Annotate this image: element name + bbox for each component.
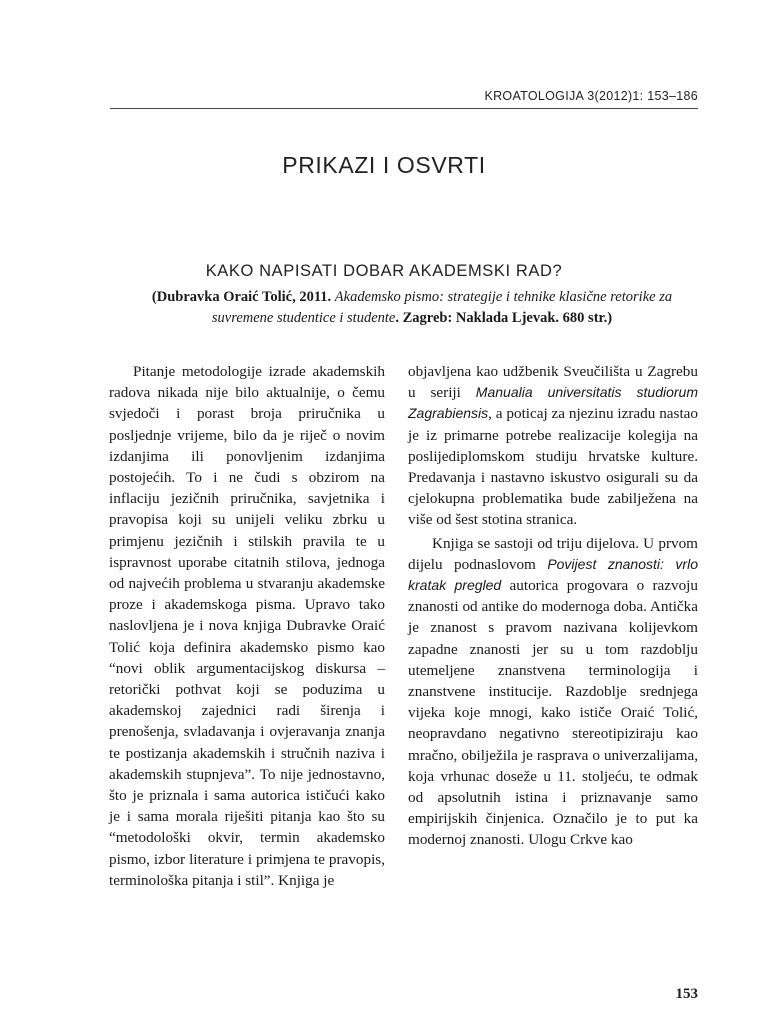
series-title: Manualia universitatis studiorum Zagrabiensis bbox=[408, 384, 699, 422]
text-run: objavljena kao udžbenik Sveučilišta u Zagrebu u seriji bbox=[408, 363, 698, 402]
article-title: KAKO NAPISATI DOBAR AKADEMSKI RAD? bbox=[205, 262, 563, 280]
part-title: Povijest znanosti: vrlo kratak pregled bbox=[408, 555, 698, 594]
book-citation bbox=[126, 287, 698, 329]
section-title: PRIKAZI I OSVRTI bbox=[282, 152, 486, 178]
left-paragraph: Pitanje metodologije izrade akademskih radova nikada nije bilo aktualnije, o čemu svjedoči i porast broja priručnika u posljednje vrijeme, bilo da je riječ o novim izdanjima ili ponovljenim izdanjima postojećih. To i ne čudi s obzirom na inflaciju jezičnih priručnika, savjetnika i pravopisa koji su unijeli veliku zbrku u primjenu jezičnih i stilskih pravila te u ispravnost uporabe citatnih stilova, jednoga od najvećih problema u stvaranju akademske proze i akademskoga pisma. Upravo tako naslovljena je i nova knjiga Dubravke Oraić Tolić koja definira akademsko pismo kao “novi oblik argumentacijskog diskursa – retorički pothvat koji se poduzima u akademskoj zajednici radi širenja i prenošenja, svladavanja i ovjeravanja znanja te postizanja akademskih i stručnih naziva i akademskih stupnjeva”. To nije jednostavno, što je priznala i sama autorica ističući kako je i sama morala riješiti pitanja kao što su “metodološki okvir, termin akademsko pismo, izbor literature i primjena te pravopis, terminološka pitanja i stil”. Knjiga je bbox=[109, 363, 385, 889]
journal-header: KROATOLOGIJA 3(2012)1: 153–186 bbox=[484, 89, 698, 103]
text-run: , a poticaj za njezinu izradu nastao je iz primarne potrebe realizacije kolegija na poslijediplomskom studiju hrvatske kulture. Predavanja i nastavno iskustvo osigurali su da cjelokupna problematika bude zabilježena na više od šest stotina stranica. bbox=[408, 405, 698, 529]
page-number: 153 bbox=[675, 986, 698, 1002]
text-run: Knjiga se sastoji od triju dijelova. U prvom dijelu podnaslovom bbox=[408, 534, 698, 573]
citation-book-title: Akademsko pismo: strategije i tehnike klasične retorike za suvremene studentice i studente bbox=[211, 289, 673, 326]
citation-author-year: (Dubravka Oraić Tolić, 2011. bbox=[151, 289, 335, 305]
right-paragraph bbox=[408, 533, 698, 851]
right-column bbox=[408, 361, 698, 851]
citation-publisher: . Zagreb: Naklada Ljevak. 680 str.) bbox=[395, 310, 613, 326]
left-column bbox=[109, 361, 385, 891]
text-run: autorica progovara o razvoju znanosti od antike do modernoga doba. Antička je znanost s pravom nazivana kolijevkom zapadne znanosti jer su u tom razdoblju utemeljene znanstvena terminologija i znanstvene institucije. Razdoblje srednjega vijeka koje mnogi, kako ističe Oraić Tolić, neopravdano negativno stereotipiziraju kao mračno, obilježila je rasprava o univerzalijama, koja vrhunac doseže u 11. stoljeću, te odmak od apsolutnih istina i priznavanje samo empirijskih činjenica. Označilo je to put ka modernoj znanosti. Ulogu Crkve kao bbox=[408, 577, 699, 849]
header-rule bbox=[110, 108, 698, 109]
right-paragraph-continued bbox=[408, 361, 698, 531]
